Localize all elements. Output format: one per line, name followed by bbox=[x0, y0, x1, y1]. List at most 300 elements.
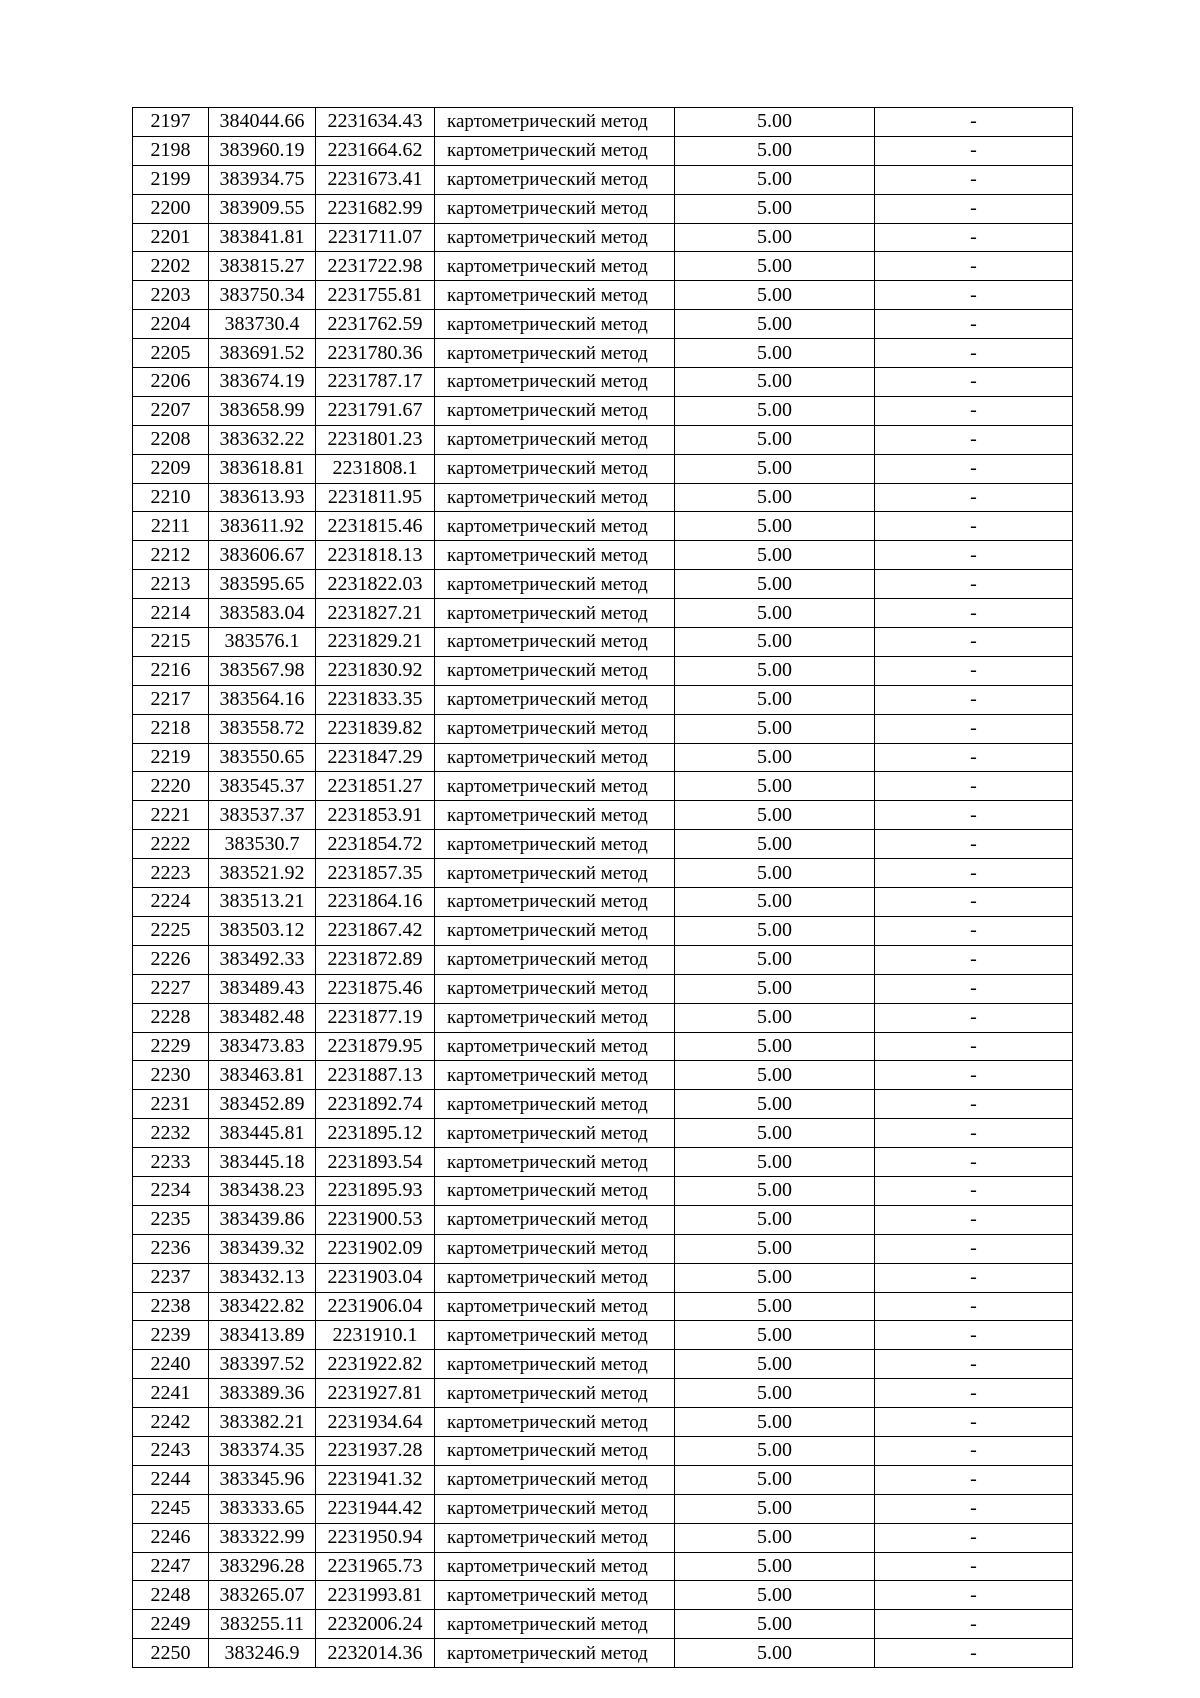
point-number-cell: 2198 bbox=[133, 136, 209, 165]
y-coordinate-cell: 2231867.42 bbox=[316, 916, 435, 945]
description-cell: - bbox=[875, 252, 1073, 281]
method-cell: картометрический метод bbox=[435, 1465, 675, 1494]
method-cell: картометрический метод bbox=[435, 945, 675, 974]
method-cell: картометрический метод bbox=[435, 1350, 675, 1379]
point-number-cell: 2238 bbox=[133, 1292, 209, 1321]
x-coordinate-cell: 383583.04 bbox=[209, 599, 316, 628]
table-row bbox=[133, 1639, 1073, 1668]
x-coordinate-cell: 383322.99 bbox=[209, 1523, 316, 1552]
description-cell: - bbox=[875, 512, 1073, 541]
precision-cell: 5.00 bbox=[675, 1292, 875, 1321]
precision-cell: 5.00 bbox=[675, 1003, 875, 1032]
x-coordinate-cell: 383473.83 bbox=[209, 1032, 316, 1061]
x-coordinate-cell: 383255.11 bbox=[209, 1610, 316, 1639]
point-number-cell: 2240 bbox=[133, 1350, 209, 1379]
point-number-cell: 2215 bbox=[133, 628, 209, 657]
description-cell: - bbox=[875, 425, 1073, 454]
method-cell: картометрический метод bbox=[435, 1379, 675, 1408]
description-cell: - bbox=[875, 136, 1073, 165]
coordinates-table-body bbox=[133, 108, 1073, 1668]
method-cell: картометрический метод bbox=[435, 108, 675, 137]
point-number-cell: 2219 bbox=[133, 743, 209, 772]
table-row bbox=[133, 1552, 1073, 1581]
y-coordinate-cell: 2231993.81 bbox=[316, 1581, 435, 1610]
y-coordinate-cell: 2231830.92 bbox=[316, 656, 435, 685]
precision-cell: 5.00 bbox=[675, 1148, 875, 1177]
point-number-cell: 2246 bbox=[133, 1523, 209, 1552]
table-row bbox=[133, 714, 1073, 743]
point-number-cell: 2221 bbox=[133, 801, 209, 830]
description-cell: - bbox=[875, 1263, 1073, 1292]
x-coordinate-cell: 383439.86 bbox=[209, 1205, 316, 1234]
x-coordinate-cell: 383397.52 bbox=[209, 1350, 316, 1379]
table-row bbox=[133, 743, 1073, 772]
table-row bbox=[133, 888, 1073, 917]
point-number-cell: 2245 bbox=[133, 1494, 209, 1523]
description-cell: - bbox=[875, 685, 1073, 714]
table-row bbox=[133, 1205, 1073, 1234]
y-coordinate-cell: 2231934.64 bbox=[316, 1408, 435, 1437]
description-cell: - bbox=[875, 1379, 1073, 1408]
table-row bbox=[133, 223, 1073, 252]
method-cell: картометрический метод bbox=[435, 1639, 675, 1668]
method-cell: картометрический метод bbox=[435, 1408, 675, 1437]
method-cell: картометрический метод bbox=[435, 570, 675, 599]
point-number-cell: 2227 bbox=[133, 974, 209, 1003]
table-row bbox=[133, 1148, 1073, 1177]
y-coordinate-cell: 2231941.32 bbox=[316, 1465, 435, 1494]
description-cell: - bbox=[875, 281, 1073, 310]
method-cell: картометрический метод bbox=[435, 1205, 675, 1234]
point-number-cell: 2200 bbox=[133, 194, 209, 223]
precision-cell: 5.00 bbox=[675, 1350, 875, 1379]
precision-cell: 5.00 bbox=[675, 1639, 875, 1668]
precision-cell: 5.00 bbox=[675, 396, 875, 425]
method-cell: картометрический метод bbox=[435, 1552, 675, 1581]
method-cell: картометрический метод bbox=[435, 1321, 675, 1350]
description-cell: - bbox=[875, 339, 1073, 368]
y-coordinate-cell: 2232006.24 bbox=[316, 1610, 435, 1639]
precision-cell: 5.00 bbox=[675, 1610, 875, 1639]
description-cell: - bbox=[875, 801, 1073, 830]
point-number-cell: 2199 bbox=[133, 165, 209, 194]
y-coordinate-cell: 2231922.82 bbox=[316, 1350, 435, 1379]
description-cell: - bbox=[875, 454, 1073, 483]
table-row bbox=[133, 1119, 1073, 1148]
method-cell: картометрический метод bbox=[435, 1090, 675, 1119]
table-row bbox=[133, 425, 1073, 454]
point-number-cell: 2241 bbox=[133, 1379, 209, 1408]
precision-cell: 5.00 bbox=[675, 830, 875, 859]
y-coordinate-cell: 2231822.03 bbox=[316, 570, 435, 599]
description-cell: - bbox=[875, 108, 1073, 137]
table-row bbox=[133, 1321, 1073, 1350]
y-coordinate-cell: 2231877.19 bbox=[316, 1003, 435, 1032]
x-coordinate-cell: 383558.72 bbox=[209, 714, 316, 743]
point-number-cell: 2239 bbox=[133, 1321, 209, 1350]
method-cell: картометрический метод bbox=[435, 1119, 675, 1148]
x-coordinate-cell: 383691.52 bbox=[209, 339, 316, 368]
description-cell: - bbox=[875, 223, 1073, 252]
x-coordinate-cell: 383613.93 bbox=[209, 483, 316, 512]
method-cell: картометрический метод bbox=[435, 1003, 675, 1032]
method-cell: картометрический метод bbox=[435, 1581, 675, 1610]
x-coordinate-cell: 383815.27 bbox=[209, 252, 316, 281]
table-row bbox=[133, 541, 1073, 570]
description-cell: - bbox=[875, 541, 1073, 570]
precision-cell: 5.00 bbox=[675, 541, 875, 570]
x-coordinate-cell: 383482.48 bbox=[209, 1003, 316, 1032]
y-coordinate-cell: 2232014.36 bbox=[316, 1639, 435, 1668]
point-number-cell: 2205 bbox=[133, 339, 209, 368]
x-coordinate-cell: 383382.21 bbox=[209, 1408, 316, 1437]
y-coordinate-cell: 2231893.54 bbox=[316, 1148, 435, 1177]
precision-cell: 5.00 bbox=[675, 1176, 875, 1205]
precision-cell: 5.00 bbox=[675, 165, 875, 194]
precision-cell: 5.00 bbox=[675, 252, 875, 281]
point-number-cell: 2211 bbox=[133, 512, 209, 541]
description-cell: - bbox=[875, 656, 1073, 685]
x-coordinate-cell: 383413.89 bbox=[209, 1321, 316, 1350]
point-number-cell: 2231 bbox=[133, 1090, 209, 1119]
precision-cell: 5.00 bbox=[675, 1205, 875, 1234]
y-coordinate-cell: 2231857.35 bbox=[316, 859, 435, 888]
description-cell: - bbox=[875, 830, 1073, 859]
point-number-cell: 2216 bbox=[133, 656, 209, 685]
x-coordinate-cell: 383389.36 bbox=[209, 1379, 316, 1408]
x-coordinate-cell: 383595.65 bbox=[209, 570, 316, 599]
table-row bbox=[133, 1581, 1073, 1610]
precision-cell: 5.00 bbox=[675, 1090, 875, 1119]
x-coordinate-cell: 383545.37 bbox=[209, 772, 316, 801]
point-number-cell: 2235 bbox=[133, 1205, 209, 1234]
precision-cell: 5.00 bbox=[675, 339, 875, 368]
description-cell: - bbox=[875, 194, 1073, 223]
point-number-cell: 2232 bbox=[133, 1119, 209, 1148]
precision-cell: 5.00 bbox=[675, 223, 875, 252]
method-cell: картометрический метод bbox=[435, 396, 675, 425]
description-cell: - bbox=[875, 1176, 1073, 1205]
method-cell: картометрический метод bbox=[435, 1234, 675, 1263]
precision-cell: 5.00 bbox=[675, 888, 875, 917]
method-cell: картометрический метод bbox=[435, 310, 675, 339]
point-number-cell: 2237 bbox=[133, 1263, 209, 1292]
description-cell: - bbox=[875, 368, 1073, 397]
point-number-cell: 2243 bbox=[133, 1436, 209, 1465]
y-coordinate-cell: 2231833.35 bbox=[316, 685, 435, 714]
precision-cell: 5.00 bbox=[675, 714, 875, 743]
table-row bbox=[133, 310, 1073, 339]
precision-cell: 5.00 bbox=[675, 512, 875, 541]
y-coordinate-cell: 2231673.41 bbox=[316, 165, 435, 194]
x-coordinate-cell: 383841.81 bbox=[209, 223, 316, 252]
point-number-cell: 2223 bbox=[133, 859, 209, 888]
point-number-cell: 2201 bbox=[133, 223, 209, 252]
method-cell: картометрический метод bbox=[435, 714, 675, 743]
coordinates-table bbox=[132, 107, 1073, 1668]
y-coordinate-cell: 2231762.59 bbox=[316, 310, 435, 339]
description-cell: - bbox=[875, 888, 1073, 917]
x-coordinate-cell: 383611.92 bbox=[209, 512, 316, 541]
description-cell: - bbox=[875, 743, 1073, 772]
method-cell: картометрический метод bbox=[435, 772, 675, 801]
x-coordinate-cell: 383750.34 bbox=[209, 281, 316, 310]
precision-cell: 5.00 bbox=[675, 1494, 875, 1523]
table-row bbox=[133, 801, 1073, 830]
y-coordinate-cell: 2231910.1 bbox=[316, 1321, 435, 1350]
table-row bbox=[133, 1465, 1073, 1494]
point-number-cell: 2229 bbox=[133, 1032, 209, 1061]
description-cell: - bbox=[875, 165, 1073, 194]
precision-cell: 5.00 bbox=[675, 685, 875, 714]
x-coordinate-cell: 383445.81 bbox=[209, 1119, 316, 1148]
precision-cell: 5.00 bbox=[675, 1234, 875, 1263]
y-coordinate-cell: 2231851.27 bbox=[316, 772, 435, 801]
y-coordinate-cell: 2231815.46 bbox=[316, 512, 435, 541]
y-coordinate-cell: 2231808.1 bbox=[316, 454, 435, 483]
method-cell: картометрический метод bbox=[435, 1436, 675, 1465]
method-cell: картометрический метод bbox=[435, 339, 675, 368]
table-row bbox=[133, 1523, 1073, 1552]
method-cell: картометрический метод bbox=[435, 916, 675, 945]
y-coordinate-cell: 2231937.28 bbox=[316, 1436, 435, 1465]
method-cell: картометрический метод bbox=[435, 483, 675, 512]
y-coordinate-cell: 2231950.94 bbox=[316, 1523, 435, 1552]
y-coordinate-cell: 2231811.95 bbox=[316, 483, 435, 512]
point-number-cell: 2203 bbox=[133, 281, 209, 310]
precision-cell: 5.00 bbox=[675, 368, 875, 397]
point-number-cell: 2249 bbox=[133, 1610, 209, 1639]
description-cell: - bbox=[875, 1639, 1073, 1668]
x-coordinate-cell: 383530.7 bbox=[209, 830, 316, 859]
point-number-cell: 2233 bbox=[133, 1148, 209, 1177]
y-coordinate-cell: 2231839.82 bbox=[316, 714, 435, 743]
table-row bbox=[133, 570, 1073, 599]
precision-cell: 5.00 bbox=[675, 859, 875, 888]
description-cell: - bbox=[875, 599, 1073, 628]
precision-cell: 5.00 bbox=[675, 570, 875, 599]
x-coordinate-cell: 383374.35 bbox=[209, 1436, 316, 1465]
method-cell: картометрический метод bbox=[435, 1494, 675, 1523]
method-cell: картометрический метод bbox=[435, 252, 675, 281]
y-coordinate-cell: 2231895.93 bbox=[316, 1176, 435, 1205]
method-cell: картометрический метод bbox=[435, 888, 675, 917]
description-cell: - bbox=[875, 1090, 1073, 1119]
x-coordinate-cell: 383345.96 bbox=[209, 1465, 316, 1494]
precision-cell: 5.00 bbox=[675, 310, 875, 339]
x-coordinate-cell: 383618.81 bbox=[209, 454, 316, 483]
method-cell: картометрический метод bbox=[435, 425, 675, 454]
method-cell: картометрический метод bbox=[435, 194, 675, 223]
method-cell: картометрический метод bbox=[435, 599, 675, 628]
x-coordinate-cell: 383296.28 bbox=[209, 1552, 316, 1581]
table-row bbox=[133, 830, 1073, 859]
y-coordinate-cell: 2231864.16 bbox=[316, 888, 435, 917]
precision-cell: 5.00 bbox=[675, 1581, 875, 1610]
description-cell: - bbox=[875, 1234, 1073, 1263]
point-number-cell: 2220 bbox=[133, 772, 209, 801]
table-row bbox=[133, 685, 1073, 714]
description-cell: - bbox=[875, 772, 1073, 801]
table-row bbox=[133, 1494, 1073, 1523]
y-coordinate-cell: 2231895.12 bbox=[316, 1119, 435, 1148]
precision-cell: 5.00 bbox=[675, 772, 875, 801]
x-coordinate-cell: 383463.81 bbox=[209, 1061, 316, 1090]
table-row bbox=[133, 1003, 1073, 1032]
y-coordinate-cell: 2231722.98 bbox=[316, 252, 435, 281]
description-cell: - bbox=[875, 945, 1073, 974]
precision-cell: 5.00 bbox=[675, 1408, 875, 1437]
x-coordinate-cell: 383513.21 bbox=[209, 888, 316, 917]
y-coordinate-cell: 2231900.53 bbox=[316, 1205, 435, 1234]
x-coordinate-cell: 383333.65 bbox=[209, 1494, 316, 1523]
x-coordinate-cell: 383452.89 bbox=[209, 1090, 316, 1119]
method-cell: картометрический метод bbox=[435, 136, 675, 165]
point-number-cell: 2208 bbox=[133, 425, 209, 454]
x-coordinate-cell: 384044.66 bbox=[209, 108, 316, 137]
description-cell: - bbox=[875, 628, 1073, 657]
precision-cell: 5.00 bbox=[675, 656, 875, 685]
description-cell: - bbox=[875, 570, 1073, 599]
method-cell: картометрический метод bbox=[435, 1523, 675, 1552]
y-coordinate-cell: 2231634.43 bbox=[316, 108, 435, 137]
description-cell: - bbox=[875, 859, 1073, 888]
table-row bbox=[133, 165, 1073, 194]
x-coordinate-cell: 383567.98 bbox=[209, 656, 316, 685]
description-cell: - bbox=[875, 1003, 1073, 1032]
y-coordinate-cell: 2231872.89 bbox=[316, 945, 435, 974]
point-number-cell: 2207 bbox=[133, 396, 209, 425]
table-row bbox=[133, 1176, 1073, 1205]
precision-cell: 5.00 bbox=[675, 801, 875, 830]
x-coordinate-cell: 383503.12 bbox=[209, 916, 316, 945]
precision-cell: 5.00 bbox=[675, 1061, 875, 1090]
table-row bbox=[133, 859, 1073, 888]
table-row bbox=[133, 1292, 1073, 1321]
y-coordinate-cell: 2231927.81 bbox=[316, 1379, 435, 1408]
description-cell: - bbox=[875, 1581, 1073, 1610]
point-number-cell: 2242 bbox=[133, 1408, 209, 1437]
method-cell: картометрический метод bbox=[435, 165, 675, 194]
x-coordinate-cell: 383576.1 bbox=[209, 628, 316, 657]
y-coordinate-cell: 2231879.95 bbox=[316, 1032, 435, 1061]
description-cell: - bbox=[875, 1408, 1073, 1437]
description-cell: - bbox=[875, 1321, 1073, 1350]
point-number-cell: 2206 bbox=[133, 368, 209, 397]
table-row bbox=[133, 656, 1073, 685]
point-number-cell: 2214 bbox=[133, 599, 209, 628]
point-number-cell: 2248 bbox=[133, 1581, 209, 1610]
method-cell: картометрический метод bbox=[435, 512, 675, 541]
y-coordinate-cell: 2231944.42 bbox=[316, 1494, 435, 1523]
x-coordinate-cell: 383537.37 bbox=[209, 801, 316, 830]
point-number-cell: 2244 bbox=[133, 1465, 209, 1494]
description-cell: - bbox=[875, 1061, 1073, 1090]
description-cell: - bbox=[875, 1032, 1073, 1061]
description-cell: - bbox=[875, 396, 1073, 425]
x-coordinate-cell: 383730.4 bbox=[209, 310, 316, 339]
x-coordinate-cell: 383492.33 bbox=[209, 945, 316, 974]
description-cell: - bbox=[875, 1292, 1073, 1321]
method-cell: картометрический метод bbox=[435, 801, 675, 830]
point-number-cell: 2217 bbox=[133, 685, 209, 714]
description-cell: - bbox=[875, 1436, 1073, 1465]
precision-cell: 5.00 bbox=[675, 1032, 875, 1061]
y-coordinate-cell: 2231682.99 bbox=[316, 194, 435, 223]
precision-cell: 5.00 bbox=[675, 1465, 875, 1494]
precision-cell: 5.00 bbox=[675, 108, 875, 137]
method-cell: картометрический метод bbox=[435, 223, 675, 252]
method-cell: картометрический метод bbox=[435, 368, 675, 397]
method-cell: картометрический метод bbox=[435, 974, 675, 1003]
table-row bbox=[133, 1263, 1073, 1292]
description-cell: - bbox=[875, 1494, 1073, 1523]
y-coordinate-cell: 2231801.23 bbox=[316, 425, 435, 454]
y-coordinate-cell: 2231902.09 bbox=[316, 1234, 435, 1263]
description-cell: - bbox=[875, 1205, 1073, 1234]
x-coordinate-cell: 383674.19 bbox=[209, 368, 316, 397]
precision-cell: 5.00 bbox=[675, 743, 875, 772]
description-cell: - bbox=[875, 1552, 1073, 1581]
description-cell: - bbox=[875, 1350, 1073, 1379]
precision-cell: 5.00 bbox=[675, 1321, 875, 1350]
method-cell: картометрический метод bbox=[435, 541, 675, 570]
method-cell: картометрический метод bbox=[435, 1292, 675, 1321]
y-coordinate-cell: 2231853.91 bbox=[316, 801, 435, 830]
method-cell: картометрический метод bbox=[435, 859, 675, 888]
x-coordinate-cell: 383909.55 bbox=[209, 194, 316, 223]
method-cell: картометрический метод bbox=[435, 685, 675, 714]
x-coordinate-cell: 383960.19 bbox=[209, 136, 316, 165]
precision-cell: 5.00 bbox=[675, 1552, 875, 1581]
table-row bbox=[133, 368, 1073, 397]
table-row bbox=[133, 1408, 1073, 1437]
description-cell: - bbox=[875, 714, 1073, 743]
table-row bbox=[133, 599, 1073, 628]
table-row bbox=[133, 628, 1073, 657]
y-coordinate-cell: 2231787.17 bbox=[316, 368, 435, 397]
method-cell: картометрический метод bbox=[435, 281, 675, 310]
point-number-cell: 2236 bbox=[133, 1234, 209, 1263]
y-coordinate-cell: 2231965.73 bbox=[316, 1552, 435, 1581]
method-cell: картометрический метод bbox=[435, 628, 675, 657]
x-coordinate-cell: 383489.43 bbox=[209, 974, 316, 1003]
y-coordinate-cell: 2231887.13 bbox=[316, 1061, 435, 1090]
point-number-cell: 2225 bbox=[133, 916, 209, 945]
x-coordinate-cell: 383632.22 bbox=[209, 425, 316, 454]
table-row bbox=[133, 1032, 1073, 1061]
description-cell: - bbox=[875, 310, 1073, 339]
point-number-cell: 2212 bbox=[133, 541, 209, 570]
point-number-cell: 2250 bbox=[133, 1639, 209, 1668]
x-coordinate-cell: 383445.18 bbox=[209, 1148, 316, 1177]
precision-cell: 5.00 bbox=[675, 916, 875, 945]
x-coordinate-cell: 383564.16 bbox=[209, 685, 316, 714]
x-coordinate-cell: 383422.82 bbox=[209, 1292, 316, 1321]
method-cell: картометрический метод bbox=[435, 1263, 675, 1292]
table-row bbox=[133, 1610, 1073, 1639]
point-number-cell: 2222 bbox=[133, 830, 209, 859]
table-row bbox=[133, 339, 1073, 368]
y-coordinate-cell: 2231827.21 bbox=[316, 599, 435, 628]
method-cell: картометрический метод bbox=[435, 1148, 675, 1177]
y-coordinate-cell: 2231854.72 bbox=[316, 830, 435, 859]
x-coordinate-cell: 383606.67 bbox=[209, 541, 316, 570]
point-number-cell: 2218 bbox=[133, 714, 209, 743]
y-coordinate-cell: 2231892.74 bbox=[316, 1090, 435, 1119]
x-coordinate-cell: 383438.23 bbox=[209, 1176, 316, 1205]
y-coordinate-cell: 2231711.07 bbox=[316, 223, 435, 252]
